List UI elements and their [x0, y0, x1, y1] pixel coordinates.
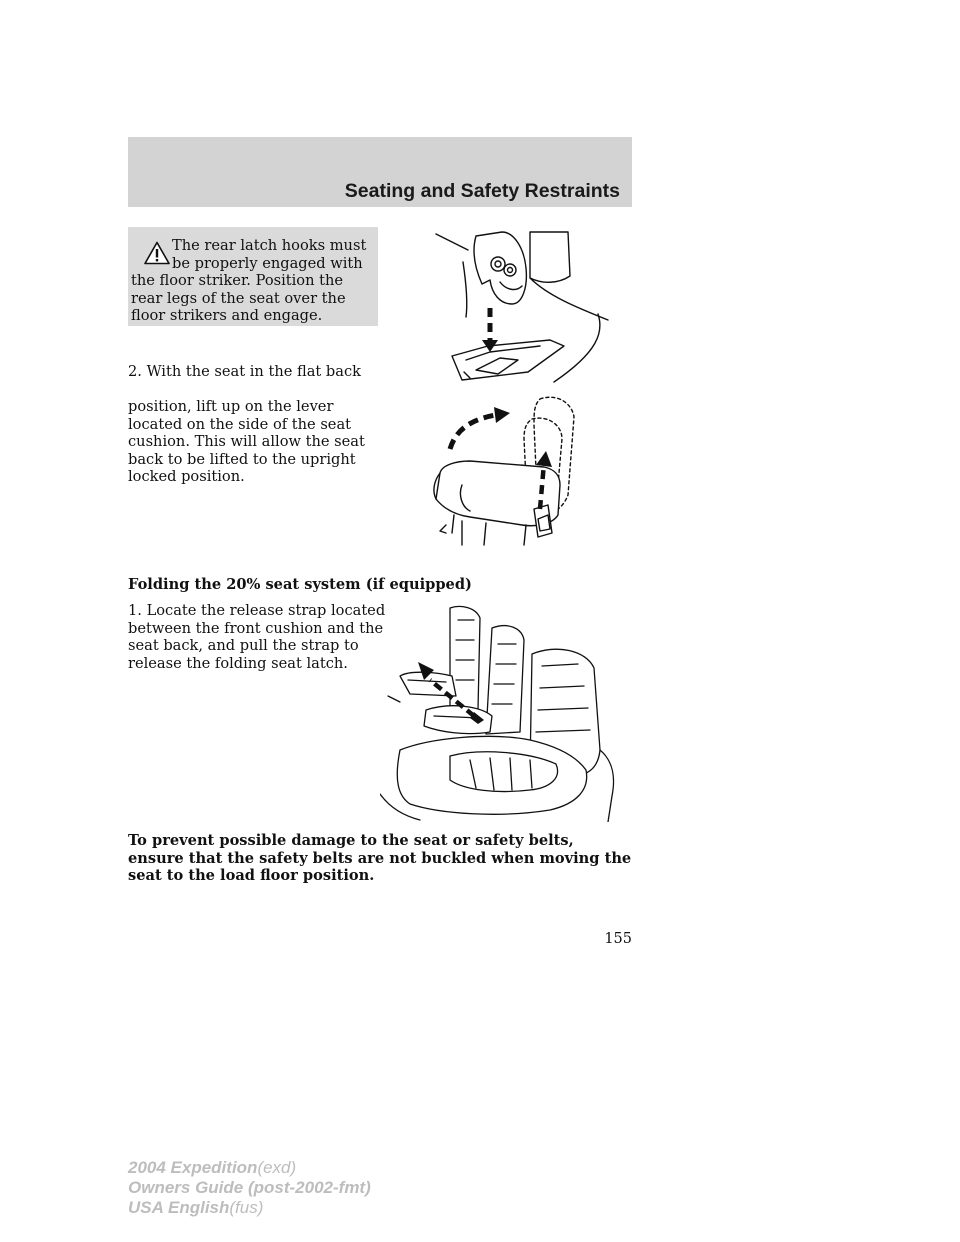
footer-guide: Owners Guide (post-2002-fmt) — [128, 1178, 371, 1197]
footer-language: USA English — [128, 1198, 230, 1217]
step-1-text: 1. Locate the release strap located between the front cushion and the seat back, and pull the strap to release the folding seat latch. — [128, 602, 386, 672]
step-2-line: 2. With the seat in the flat back — [128, 363, 361, 380]
warning-box — [128, 227, 378, 326]
page-number: 155 — [604, 931, 632, 947]
section-heading: Folding the 20% seat system (if equipped) — [128, 576, 472, 593]
caution-text: To prevent possible damage to the seat or safety belts, ensure that the safety belts are not buckled when moving the seat to the load floor position. — [128, 832, 632, 884]
warning-text: The rear latch hooks must be properly engaged with the floor striker. Position the rear legs of the seat over the floor strikers and engage. — [131, 237, 367, 324]
footer-model: 2004 Expedition — [128, 1158, 258, 1177]
latch-hook-illustration — [418, 222, 618, 387]
footer-model-code: (exd) — [257, 1158, 297, 1177]
footer — [128, 1158, 371, 1218]
section-header-band — [128, 137, 632, 207]
section-title: Seating and Safety Restraints — [344, 180, 620, 202]
footer-language-code: (fus) — [229, 1198, 264, 1217]
20-percent-seat-strap-illustration — [380, 600, 632, 822]
seat-back-lift-illustration — [422, 395, 602, 550]
step-2-text: position, lift up on the lever located on the side of the seat cushion. This will allow the seat back to be lifted to the upright locked position. — [128, 398, 365, 485]
